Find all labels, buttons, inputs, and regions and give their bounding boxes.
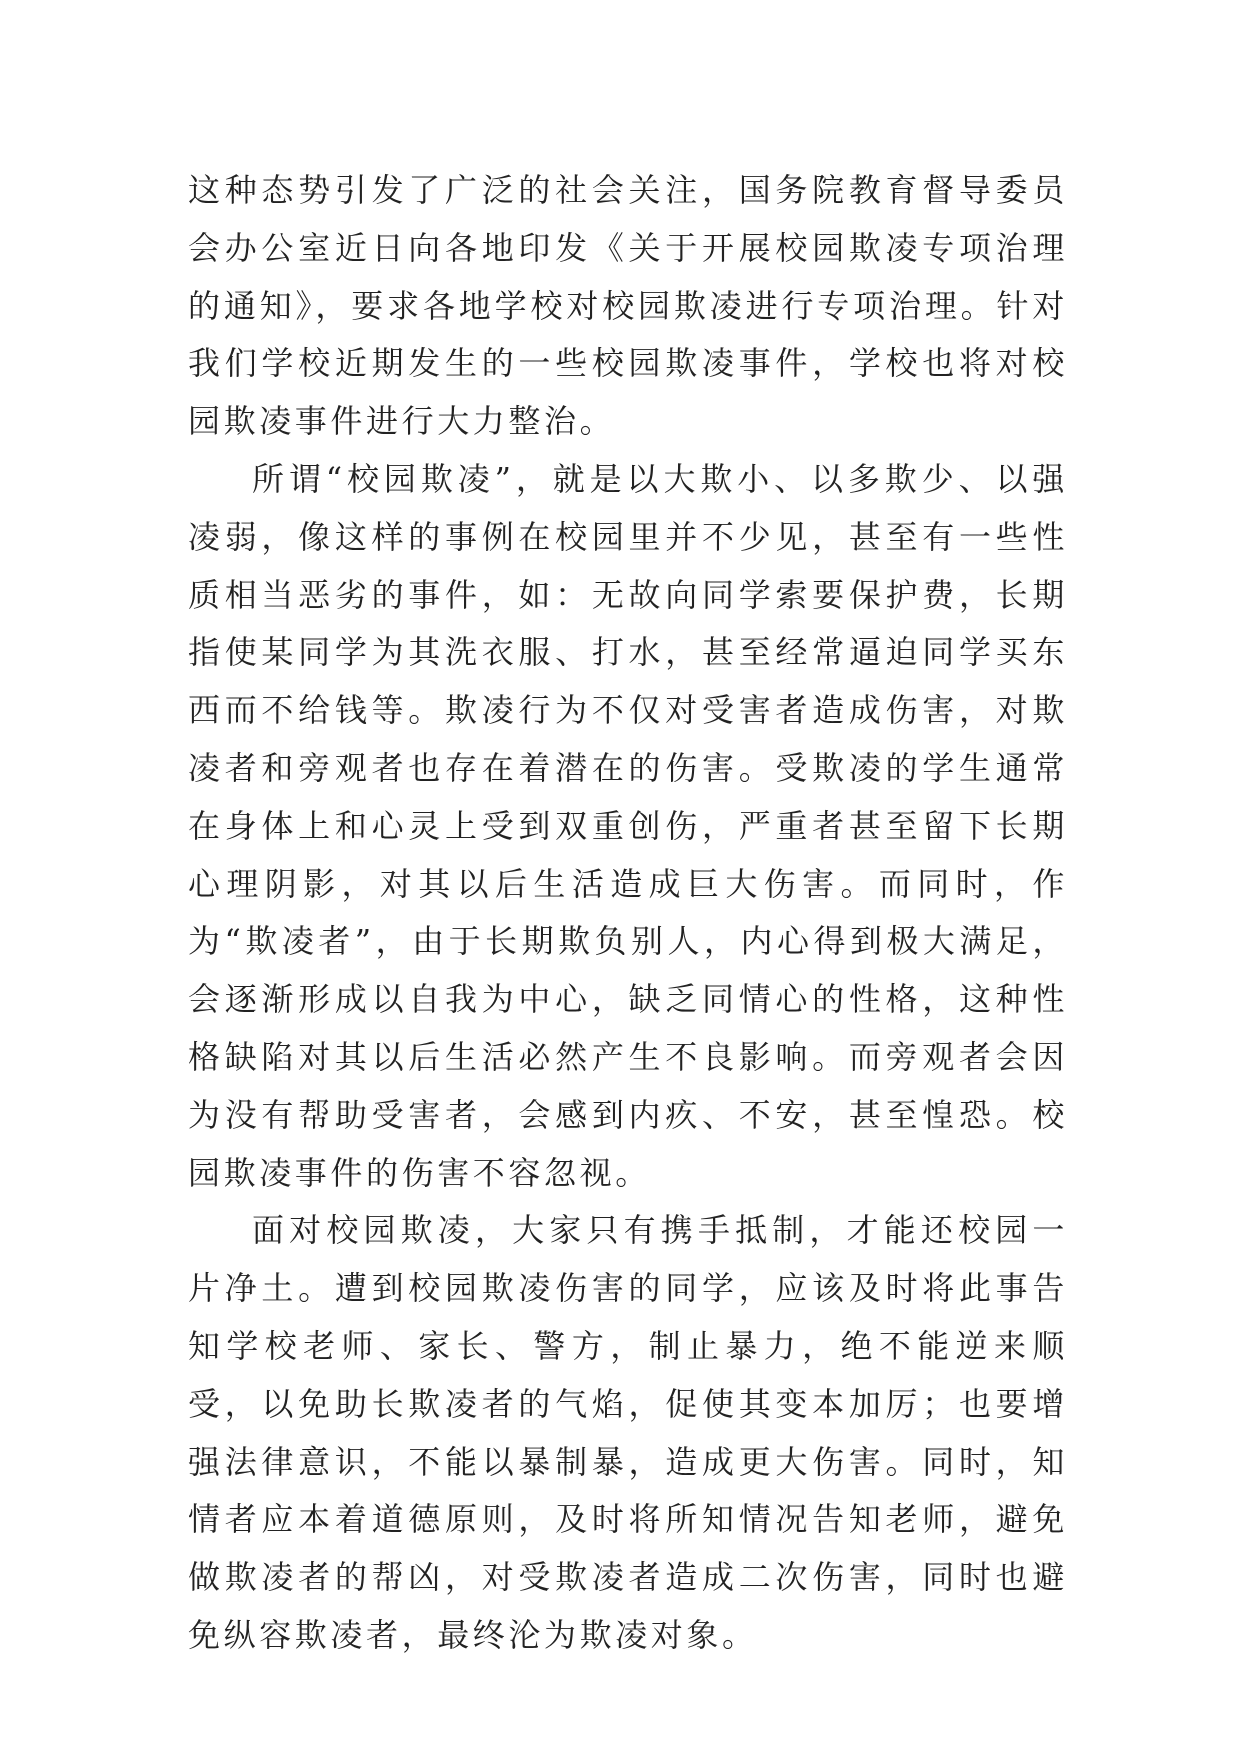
paragraph-response: 面对校园欺凌，大家只有携手抵制，才能还校园一片净土。遭到校园欺凌伤害的同学，应该及时将此事告知学校老师、家长、警方，制止暴力，绝不能逆来顺受，以免助长欺凌者的气焰，促使其变本加厉；也要增强法律意识，不能以暴制暴，造成更大伤害。同时，知情者应本着道德原则，及时将所知情况告知老师，避免做欺凌者的帮凶，对受欺凌者造成二次伤害，同时也避免纵容欺凌者，最终沦为欺凌对象。 [188, 1211, 1068, 1654]
document-body [188, 162, 1068, 1665]
paragraph-definition: 所谓“校园欺凌”，就是以大欺小、以多欺少、以强凌弱，像这样的事例在校园里并不少见，甚至有一些性质相当恶劣的事件，如：无故向同学索要保护费，长期指使某同学为其洗衣服、打水，甚至经常逼迫同学买东西而不给钱等。欺凌行为不仅对受害者造成伤害，对欺凌者和旁观者也存在着潜在的伤害。受欺凌的学生通常在身体上和心灵上受到双重创伤，严重者甚至留下长期心理阴影，对其以后生活造成巨大伤害。而同时，作为“欺凌者”，由于长期欺负别人，内心得到极大满足，会逐渐形成以自我为中心，缺乏同情心的性格，这种性格缺陷对其以后生活必然产生不良影响。而旁观者会因为没有帮助受害者，会感到内疚、不安，甚至惶恐。校园欺凌事件的伤害不容忽视。 [188, 459, 1068, 1192]
paragraph-continuation: 这种态势引发了广泛的社会关注，国务院教育督导委员会办公室近日向各地印发《关于开展校园欺凌专项治理的通知》，要求各地学校对校园欺凌进行专项治理。针对我们学校近期发生的一些校园欺凌事件，学校也将对校园欺凌事件进行大力整治。 [188, 171, 1068, 441]
